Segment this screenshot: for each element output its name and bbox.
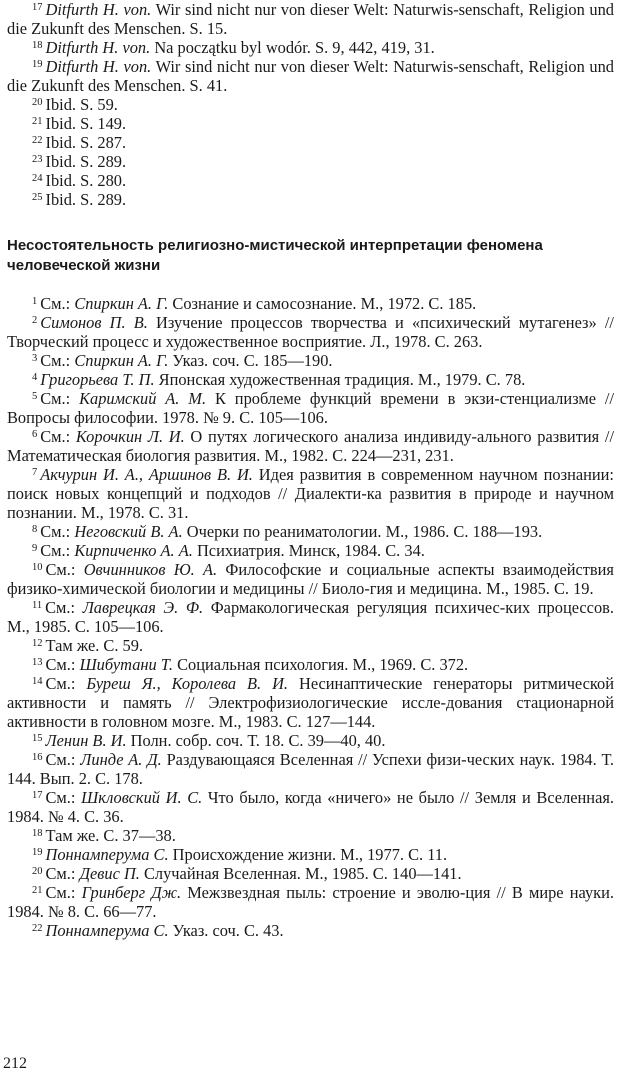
footnote-text: Несинаптические генераторы ритмической активности и память // Электрофизиологические иссле-дования стационарной активности в головном мозге. М., 1983. С. 127—144. — [7, 674, 614, 731]
footnote-author: Поннамперума С. — [45, 921, 169, 940]
footnote-prefix: См.: — [45, 674, 87, 693]
footnote — [7, 389, 614, 427]
footnote-prefix: См.: — [40, 294, 75, 313]
footnote-prefix: См.: — [40, 389, 80, 408]
footnote-number: 25 — [32, 192, 43, 203]
footnote-author: Лаврецкая Э. Ф. — [82, 598, 204, 617]
footnote-number: 6 — [32, 429, 38, 440]
footnote — [7, 370, 614, 389]
footnote — [7, 95, 614, 114]
footnote — [7, 864, 614, 883]
footnote-text: Межзвездная пыль: строение и эволю-ция // В мире науки. 1984. № 8. С. 66—77. — [7, 883, 614, 921]
footnote-author: Симонов П. В. — [40, 313, 148, 332]
footnote-prefix: См.: — [40, 427, 76, 446]
footnote-text: Полн. собр. соч. Т. 18. С. 39—40, 40. — [126, 731, 386, 750]
footnote-text: Там же. С. 37—38. — [45, 826, 176, 845]
footnote-author: Ленин В. И. — [45, 731, 127, 750]
footnote-number: 21 — [32, 885, 43, 896]
footnote-prefix: См.: — [45, 655, 80, 674]
footnote-prefix: См.: — [45, 883, 82, 902]
footnote-prefix: См.: — [40, 351, 75, 370]
footnote-text: Японская художественная традиция. М., 1979. С. 78. — [154, 370, 526, 389]
footnote-text: Ibid. S. 59. — [45, 95, 118, 114]
footnote — [7, 465, 614, 522]
footnote — [7, 57, 614, 95]
footnote-text: Ibid. S. 289. — [45, 190, 127, 209]
footnote-number: 20 — [32, 866, 43, 877]
footnote-text: Идея развития в современном научном познании: поиск новых концепций и подходов // Диалекти-ка развития в природе и научном познании. М., 1978. С. 31. — [7, 465, 614, 522]
footnote-author: Кирпиченко А. А. — [74, 541, 193, 560]
footnote — [7, 541, 614, 560]
footnote-number: 18 — [32, 40, 43, 51]
footnote-text: Na początku byl wodór. S. 9, 442, 419, 31. — [150, 38, 435, 57]
footnote — [7, 522, 614, 541]
footnote-number: 23 — [32, 154, 43, 165]
footnote-author: Шкловский И. С. — [81, 788, 203, 807]
footnote-prefix: См.: — [45, 864, 80, 883]
footnote-text: Указ. соч. С. 43. — [168, 921, 284, 940]
footnote-number: 22 — [32, 135, 43, 146]
footnote — [7, 351, 614, 370]
footnote-author: Овчинников Ю. А. — [83, 560, 218, 579]
footnote-text: Ibid. S. 289. — [45, 152, 127, 171]
footnote — [7, 826, 614, 845]
footnote-text: Ibid. S. 280. — [45, 171, 127, 190]
footnote-author: Гринберг Дж. — [81, 883, 182, 902]
footnote — [7, 152, 614, 171]
footnote-prefix: См.: — [40, 541, 75, 560]
footnote-text: О путях логического анализа индивиду-ального развития // Математическая биология развития. М., 1982. С. 224—231, 231. — [7, 427, 615, 465]
section-heading: Несостоятельность религиозно-мистической интерпретации феномена человеческой жизни — [7, 237, 543, 274]
footnote-number: 16 — [32, 752, 43, 763]
footnote-prefix: См.: — [45, 560, 84, 579]
footnote-number: 7 — [32, 467, 38, 478]
footnote-text: Философские и социальные аспекты взаимодействия физико-химической биологии и медицины // Биоло-гия и медицина. М., 1985. С. 19. — [7, 560, 614, 598]
footnote-author: Ditfurth H. von. — [45, 0, 152, 19]
footnote — [7, 674, 614, 731]
footnote-number: 20 — [32, 97, 43, 108]
footnote-author: Буреш Я., Королева В. И. — [86, 674, 289, 693]
footnote-number: 17 — [32, 790, 43, 801]
footnote-prefix: См.: — [45, 750, 81, 769]
footnote-author: Корочкин Л. И. — [75, 427, 185, 446]
footnote — [7, 190, 614, 209]
footnote-number: 19 — [32, 59, 43, 70]
footnote-text: Происхождение жизни. М., 1977. С. 11. — [168, 845, 448, 864]
footnote-text: Изучение процессов творчества и «психический мутагенез» // Творческий процесс и художественное восприятие. Л., 1978. С. 263. — [7, 313, 614, 351]
footnote-number: 15 — [32, 733, 43, 744]
footnote-text: Очерки по реаниматологии. М., 1986. С. 188—193. — [182, 522, 543, 541]
footnote — [7, 731, 614, 750]
footnote-author: Девис П. — [79, 864, 140, 883]
footnote-text: Там же. С. 59. — [45, 636, 144, 655]
footnote — [7, 921, 614, 940]
footnote-text: Ibid. S. 287. — [45, 133, 127, 152]
footnote-author: Акчурин И. А., Аршинов В. И. — [40, 465, 253, 484]
footnote-number: 14 — [32, 676, 43, 687]
footnote — [7, 883, 614, 921]
footnote-text: Wir sind nicht nur von dieser Welt: Naturwis-senschaft, Religion und die Zukunft des Menschen. S. 41. — [7, 57, 615, 95]
footnote-author: Линде А. Д. — [80, 750, 162, 769]
footnote-author: Поннамперума С. — [45, 845, 169, 864]
footnote-author: Ditfurth H. von. — [45, 38, 151, 57]
footnote — [7, 750, 614, 788]
footnote-number: 5 — [32, 391, 38, 402]
footnote-number: 4 — [32, 372, 38, 383]
footnote — [7, 0, 614, 38]
footnote-number: 18 — [32, 828, 43, 839]
footnote-text: Социальная психология. М., 1969. С. 372. — [173, 655, 469, 674]
footnote-text: К проблеме функций времени в экзи-стенциализме // Вопросы философии. 1978. № 9. С. 105—106. — [7, 389, 614, 427]
footnote-number: 12 — [32, 638, 43, 649]
footnote-text: Случайная Вселенная. М., 1985. С. 140—141. — [139, 864, 462, 883]
footnote-text: Указ. соч. С. 185—190. — [168, 351, 333, 370]
footnote-number: 10 — [32, 562, 43, 573]
footnote — [7, 171, 614, 190]
footnote-number: 21 — [32, 116, 43, 127]
footnote-author: Спиркин А. Г. — [74, 294, 169, 313]
footnote-text: Психиатрия. Минск, 1984. С. 34. — [192, 541, 425, 560]
chapter-footnotes — [7, 294, 614, 940]
footnote — [7, 38, 614, 57]
footnote — [7, 598, 614, 636]
footnote — [7, 560, 614, 598]
footnote-author: Каримский А. М. — [79, 389, 207, 408]
footnote — [7, 845, 614, 864]
footnote-number: 9 — [32, 543, 38, 554]
footnote — [7, 313, 614, 351]
footnote-author: Ditfurth H. von. — [45, 57, 152, 76]
footnote-number: 17 — [32, 2, 43, 13]
footnote-author: Шибутани Т. — [79, 655, 173, 674]
footnote-text: Раздувающаяся Вселенная // Успехи физи-ческих наук. 1984. Т. 144. Вып. 2. С. 178. — [7, 750, 615, 788]
footnote — [7, 788, 614, 826]
footnote-number: 1 — [32, 296, 38, 307]
footnote-number: 13 — [32, 657, 43, 668]
footnote-number: 11 — [32, 600, 43, 611]
footnote-text: Фармакологическая регуляция психичес-ких процессов. М., 1985. С. 105—106. — [7, 598, 614, 636]
footnote-number: 2 — [32, 315, 38, 326]
footnote-number: 22 — [32, 923, 43, 934]
footnote-prefix: См.: — [40, 522, 75, 541]
footnote — [7, 427, 614, 465]
footnote-number: 3 — [32, 353, 38, 364]
page-number: 212 — [3, 1055, 27, 1072]
top-footnotes — [7, 0, 614, 209]
footnote-text: Что было, когда «ничего» не было // Земля и Вселенная. 1984. № 4. С. 36. — [7, 788, 614, 826]
footnote — [7, 133, 614, 152]
footnote-text: Сознание и самосознание. М., 1972. С. 185. — [168, 294, 477, 313]
footnote-number: 8 — [32, 524, 38, 535]
footnote — [7, 294, 614, 313]
footnote-prefix: См.: — [45, 788, 82, 807]
footnote-text: Wir sind nicht nur von dieser Welt: Naturwis-senschaft, Religion und die Zukunft des Menschen. S. 15. — [7, 0, 615, 38]
footnote-author: Спиркин А. Г. — [74, 351, 169, 370]
footnote-text: Ibid. S. 149. — [45, 114, 127, 133]
footnote — [7, 655, 614, 674]
footnote — [7, 114, 614, 133]
footnote-number: 19 — [32, 847, 43, 858]
footnote-number: 24 — [32, 173, 43, 184]
footnote-author: Григорьева Т. П. — [40, 370, 155, 389]
footnote — [7, 636, 614, 655]
footnote-author: Неговский В. А. — [74, 522, 183, 541]
footnote-prefix: См.: — [45, 598, 83, 617]
